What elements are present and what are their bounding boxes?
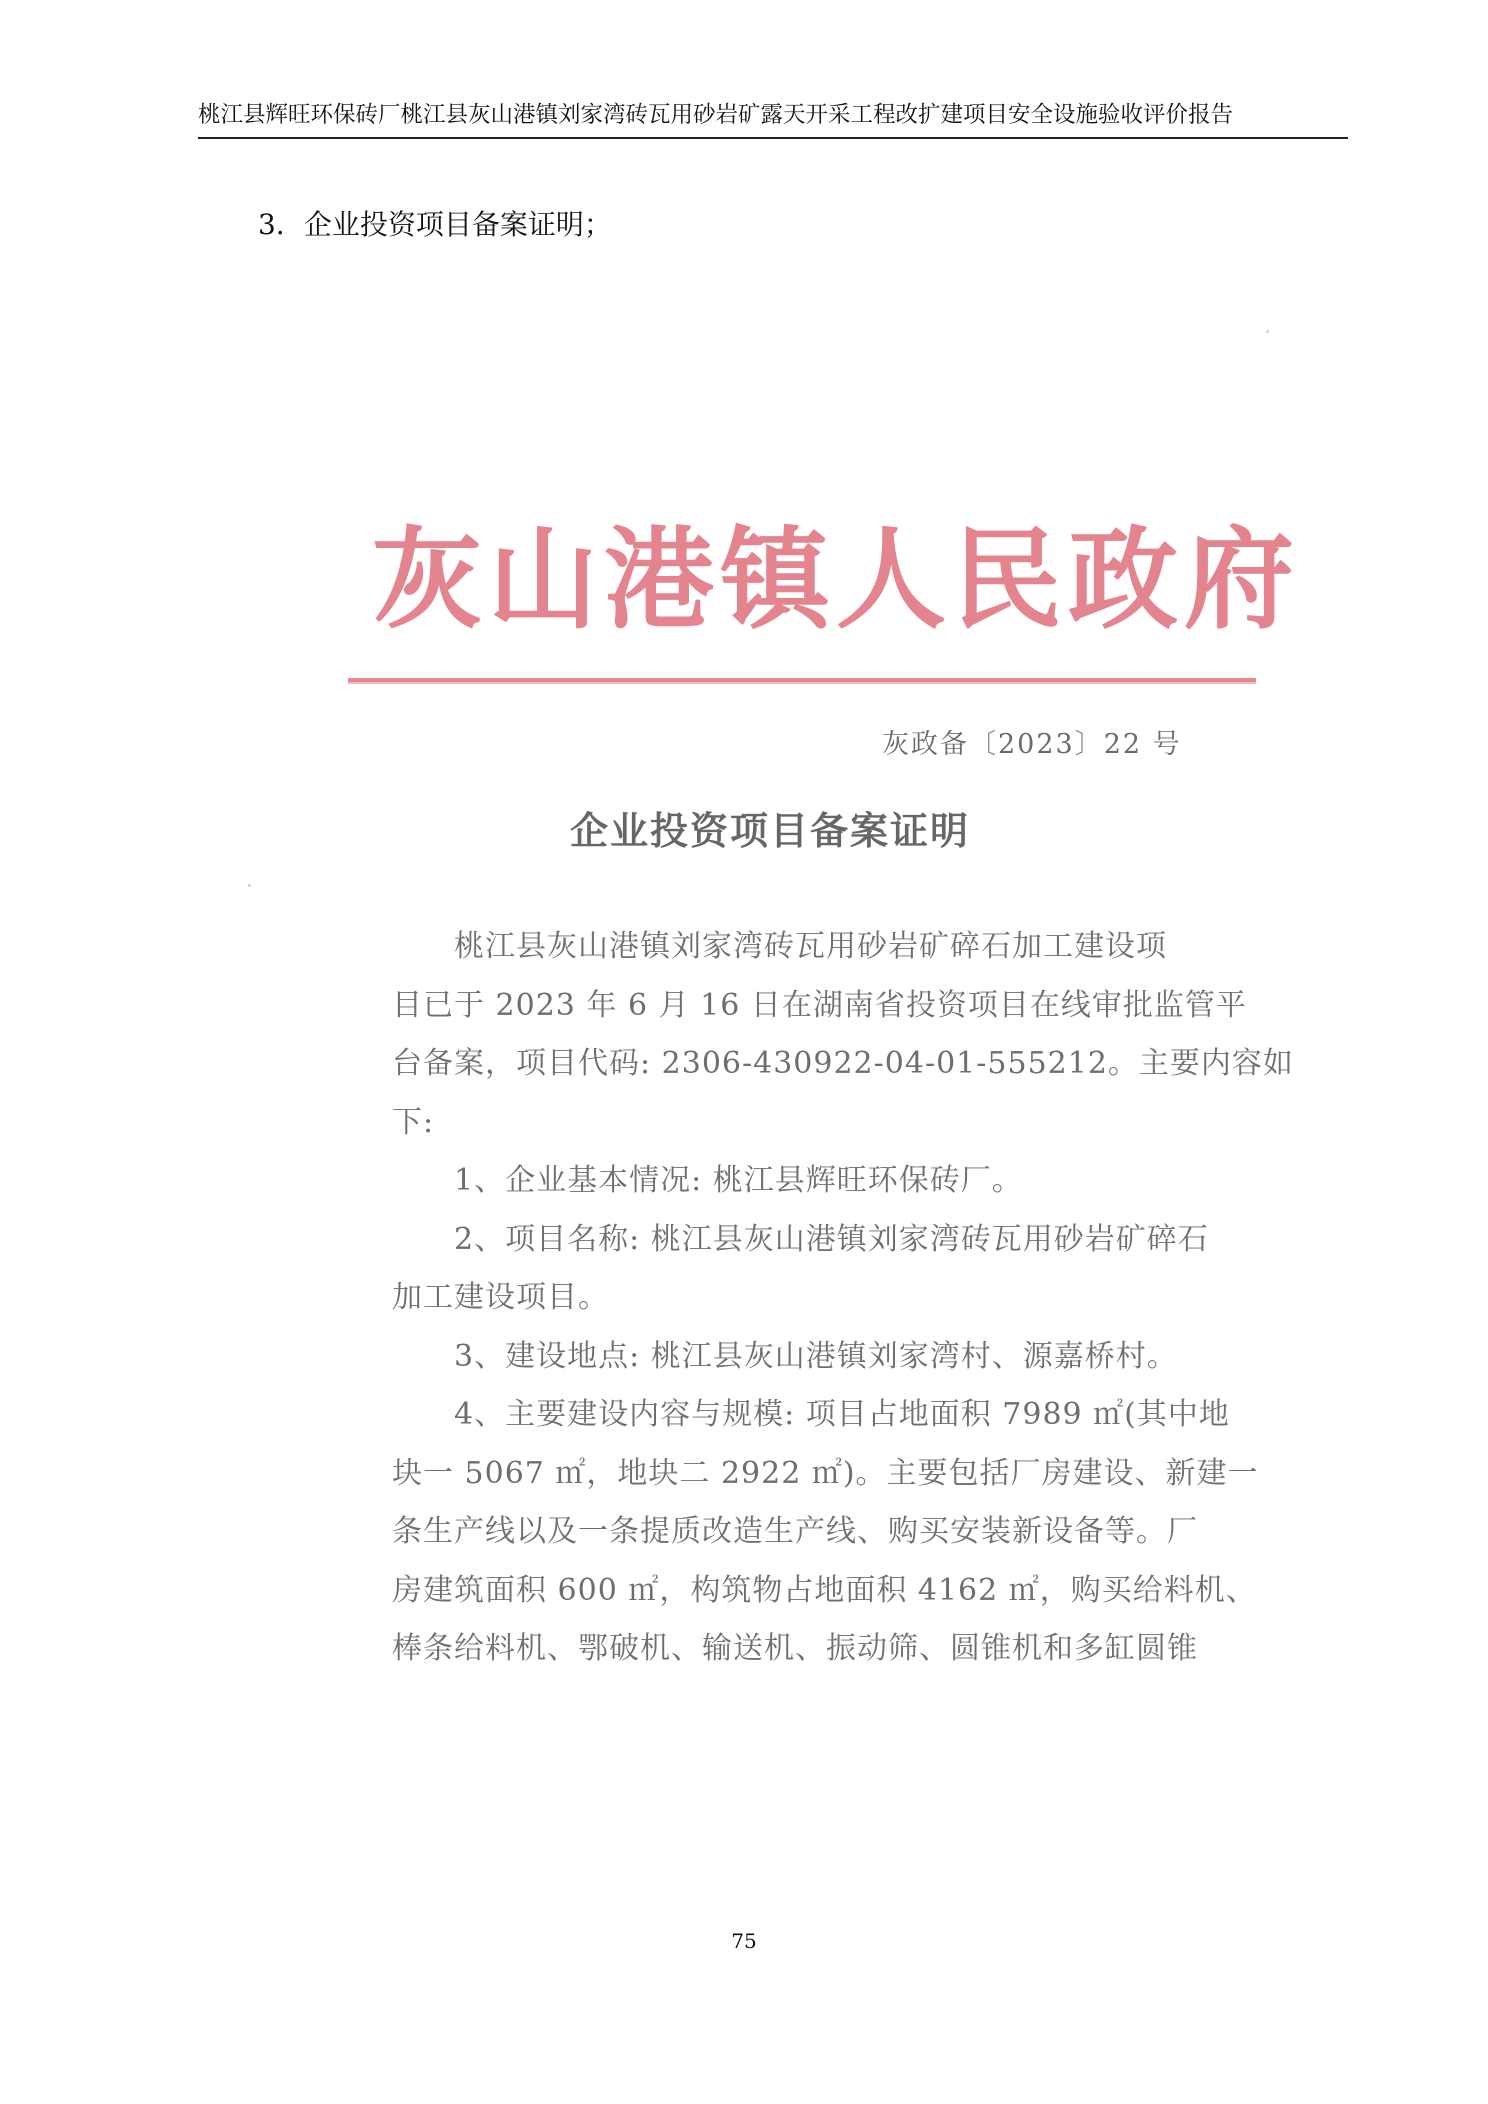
document-number: 灰政备〔2023〕22 号 [882, 729, 1182, 760]
certificate-body [392, 918, 1294, 1679]
scan-speck [1266, 330, 1269, 333]
body-line: 块一 5067 ㎡，地块二 2922 ㎡)。主要包括厂房建设、新建一 [392, 1455, 1259, 1491]
body-line: 台备案，项目代码: 2306-430922-04-01-555212。主要内容如 [392, 1046, 1294, 1081]
letterhead-red-rule [348, 678, 1256, 684]
body-line: 3、建设地点: 桃江县灰山港镇刘家湾村、源嘉桥村。 [454, 1338, 1178, 1374]
body-line: 条生产线以及一条提质改造生产线、购买安装新设备等。厂 [392, 1514, 1198, 1549]
body-line: 棒条给料机、鄂破机、输送机、振动筛、圆锥机和多缸圆锥 [392, 1631, 1198, 1666]
section-heading: 3．企业投资项目备案证明； [258, 208, 612, 241]
page-number: 75 [731, 1929, 757, 1953]
body-line: 4、主要建设内容与规模: 项目占地面积 7989 ㎡(其中地 [454, 1397, 1230, 1432]
body-line: 2、项目名称: 桃江县灰山港镇刘家湾砖瓦用砂岩矿碎石 [454, 1221, 1209, 1257]
certificate-title: 企业投资项目备案证明 [570, 808, 971, 853]
body-line: 目已于 2023 年 6 月 16 日在湖南省投资项目在线审批监管平 [392, 987, 1247, 1023]
scanned-certificate [330, 470, 1300, 1760]
scan-speck [248, 884, 251, 887]
body-line: 加工建设项目。 [392, 1280, 609, 1315]
issuer-letterhead: 灰山港镇人民政府 [372, 515, 1300, 644]
running-header: 桃江县辉旺环保砖厂桃江县灰山港镇刘家湾砖瓦用砂岩矿露天开采工程改扩建项目安全设施验收评价报告 [198, 102, 1234, 128]
body-line: 桃江县灰山港镇刘家湾砖瓦用砂岩矿碎石加工建设项 [454, 929, 1167, 964]
body-line: 下: [392, 1104, 435, 1140]
body-line: 1、企业基本情况: 桃江县辉旺环保砖厂。 [454, 1163, 1023, 1198]
body-line: 房建筑面积 600 ㎡，构筑物占地面积 4162 ㎡，购买给料机、 [392, 1572, 1257, 1608]
header-divider [198, 137, 1348, 139]
